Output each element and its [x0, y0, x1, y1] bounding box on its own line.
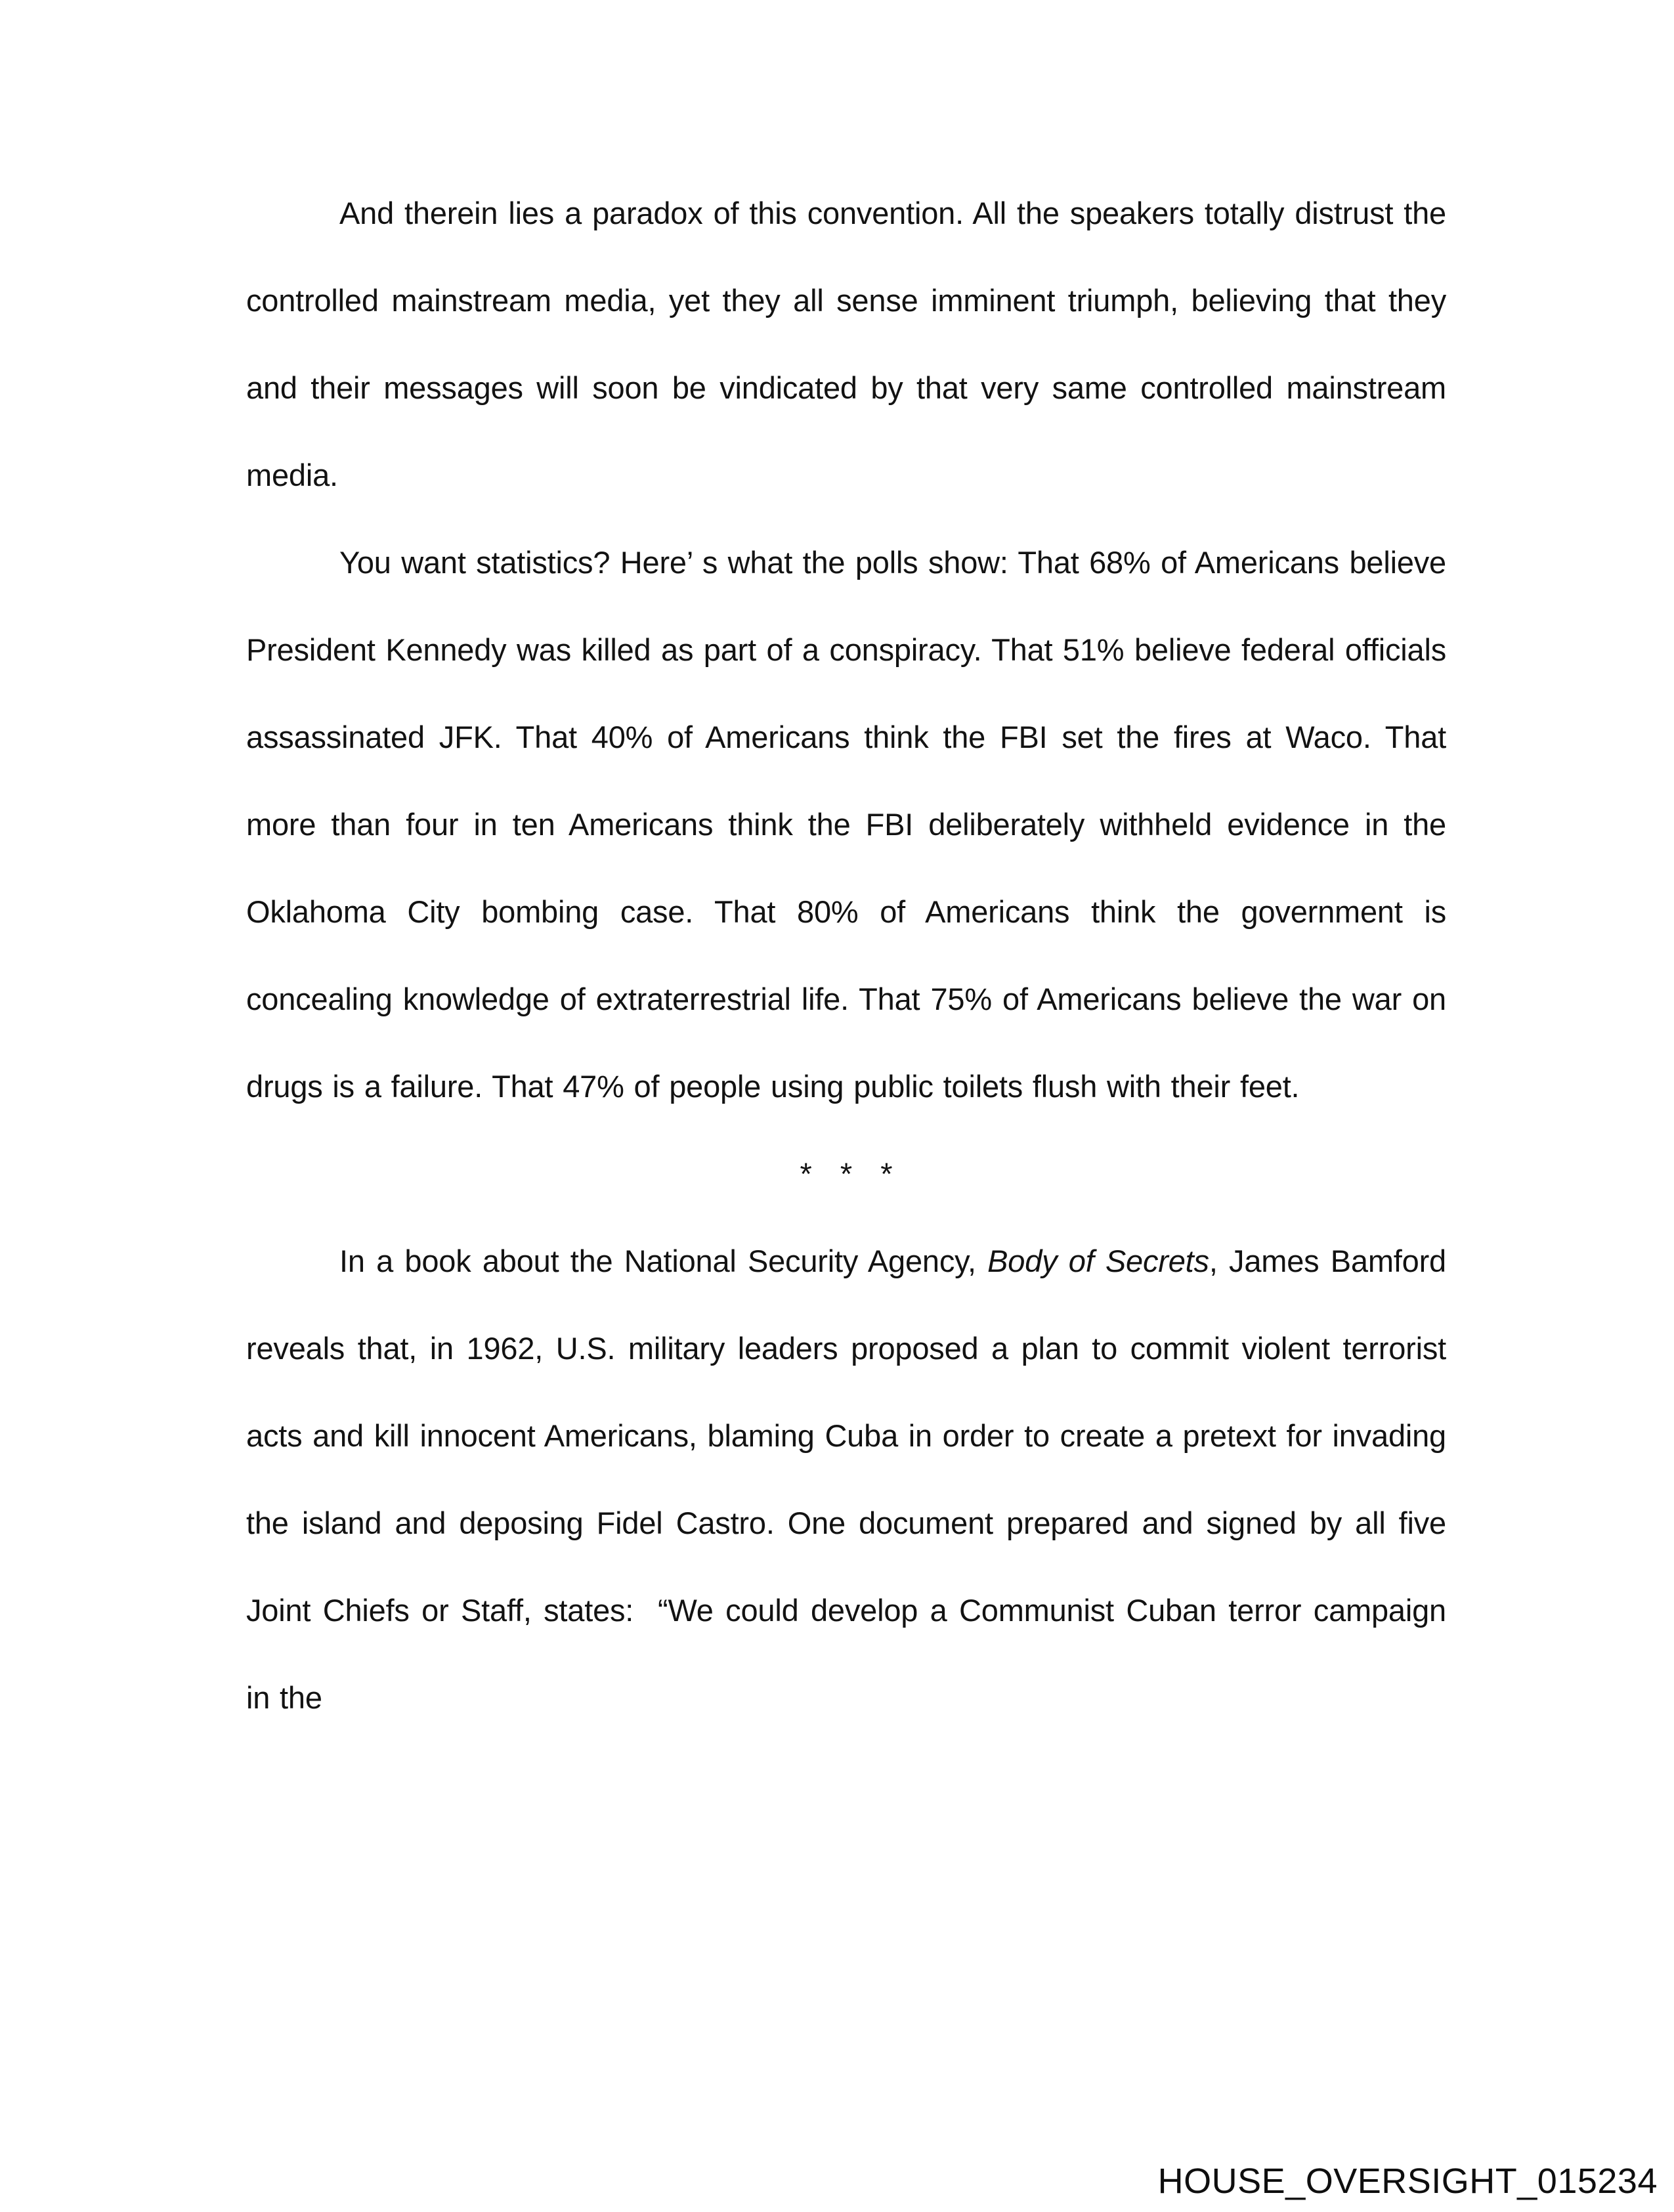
text-run: And therein lies a paradox of this convention. All the speakers totally distrust the controlled mainstream media, yet they all sense imminent triumph, believing that they and their messages will soon be vindicated by that very same controlled mainstream media. — [246, 196, 1446, 492]
book-title: Body of Secrets — [987, 1244, 1209, 1278]
text-run: * * * — [800, 1156, 893, 1191]
text-block — [246, 169, 1446, 1741]
text-run: You want statistics? Here’ s what the polls show: That 68% of Americans believe President Kennedy was killed as part of a conspiracy. That 51% believe federal officials assassinated JFK. That 40% of Americans think the FBI set the fires at Waco. That more than four in ten Americans think the FBI deliberately withheld evidence in the Oklahoma City bombing case. That 80% of Americans think the government is concealing knowledge of extraterrestrial life. That 75% of Americans believe the war on drugs is a failure. That 47% of people using public toilets flush with their feet. — [246, 545, 1446, 1104]
text-run: In a book about the National Security Agency, — [339, 1244, 988, 1278]
bates-number-stamp: HOUSE_OVERSIGHT_015234 — [1157, 2161, 1658, 2201]
text-run: , James Bamford reveals that, in 1962, U.S. military leaders proposed a plan to commit violent terrorist acts and kill innocent Americans, blaming Cuba in order to create a pretext for invading the island and deposing Fidel Castro. One document prepared and signed by all five Joint Chiefs or Staff, states: “We could develop a Communist Cuban terror campaign in the — [246, 1244, 1446, 1715]
section-separator — [246, 1130, 1446, 1217]
paragraph — [246, 169, 1446, 519]
paragraph — [246, 1217, 1446, 1741]
paragraph — [246, 519, 1446, 1130]
